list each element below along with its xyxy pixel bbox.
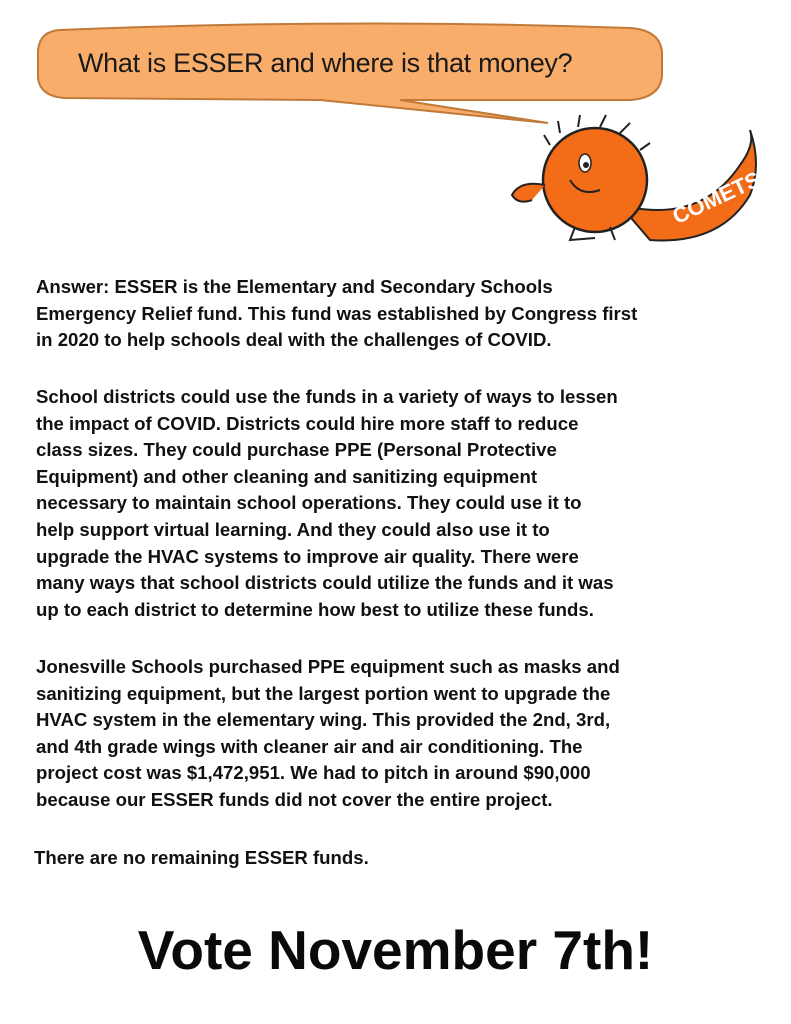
text-line: necessary to maintain school operations. They could use it to [36, 492, 582, 514]
text-line: because our ESSER funds did not cover the entire project. [36, 788, 553, 810]
jonesville-paragraph [36, 654, 620, 814]
text-line: up to each district to determine how best to utilize these funds. [36, 598, 594, 620]
text-line: School districts could use the funds in a variety of ways to lessen [36, 386, 618, 407]
remaining-funds-paragraph [34, 845, 369, 872]
text-line: Equipment) and other cleaning and sanitizing equipment [36, 465, 538, 487]
text-line: project cost was $1,472,951. We had to pitch in around $90,000 [36, 762, 591, 784]
comets-banner-text: COMETS [668, 166, 765, 229]
text-line: the impact of COVID. Districts could hire more staff to reduce [36, 412, 579, 434]
text-line: Jonesville Schools purchased PPE equipment such as masks and [36, 656, 620, 677]
vote-heading: Vote November 7th! [137, 919, 654, 981]
text-line: upgrade the HVAC systems to improve air quality. There were [36, 545, 579, 567]
text-line: Emergency Relief fund. This fund was established by Congress first [36, 302, 638, 324]
uses-paragraph [36, 384, 618, 623]
text-line: Answer: ESSER is the Elementary and Secondary Schools [36, 276, 553, 297]
text-line: class sizes. They could purchase PPE (Personal Protective [36, 439, 557, 461]
text-line: help support virtual learning. And they could also use it to [36, 518, 550, 540]
text-line: and 4th grade wings with cleaner air and air conditioning. The [36, 735, 583, 757]
text-line: sanitizing equipment, but the largest portion went to upgrade the [36, 682, 611, 704]
text-line: many ways that school districts could utilize the funds and it was [36, 572, 614, 594]
text-line: HVAC system in the elementary wing. This provided the 2nd, 3rd, [36, 709, 611, 731]
answer-paragraph [36, 274, 637, 354]
bubble-question: What is ESSER and where is that money? [78, 48, 573, 78]
text-line: There are no remaining ESSER funds. [34, 847, 369, 868]
comets-mascot-logo [500, 105, 770, 250]
text-line: in 2020 to help schools deal with the challenges of COVID. [36, 329, 552, 351]
